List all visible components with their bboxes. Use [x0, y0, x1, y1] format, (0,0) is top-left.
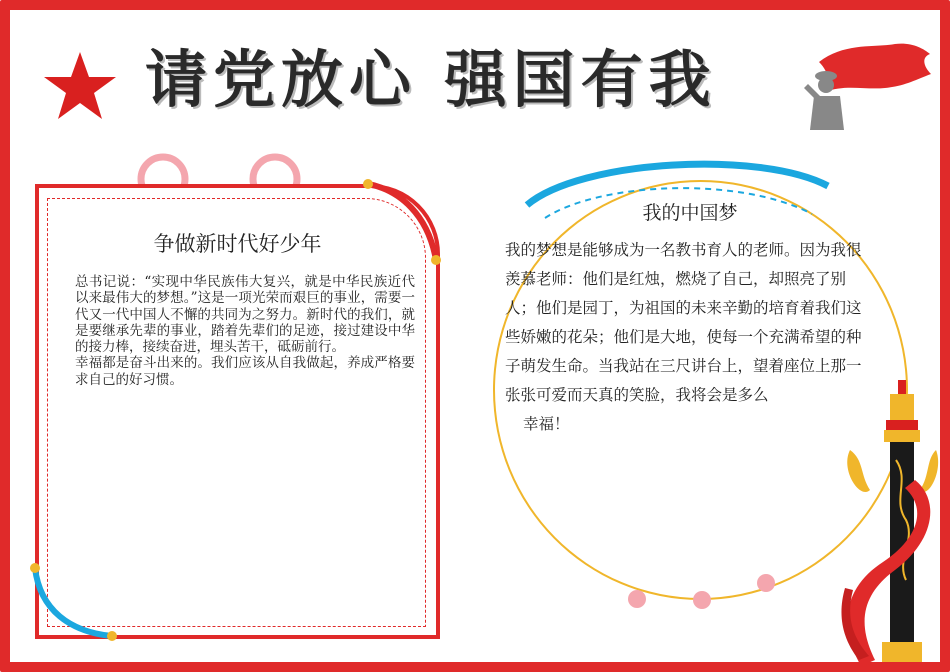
- left-panel-heading: 争做新时代好少年: [153, 232, 322, 256]
- right-paragraph-1: 我的梦想是能够成为一名教书育人的老师。因为我很羡慕老师：他们是红烛，燃烧了自己，却照亮了别人；他们是园丁，为祖国的未来辛勤的培育着我们这些娇嫩的花朵；他们是大地，使每一个充满希望的种子萌发生命。当我站在三尺讲台上，望着座位上那一张张可爱而天真的笑脸，我将会是多么: [505, 241, 862, 404]
- right-paragraph-2: 幸福！: [523, 415, 570, 433]
- page-title: 请党放心 强国有我: [145, 43, 717, 116]
- right-panel-body: [505, 236, 865, 439]
- left-paragraph-1: 总书记说：“实现中华民族伟大复兴，就是中华民族近代以来最伟大的梦想。”这是一项光荣而艰巨的事业，需要一代又一代中国人不懈的共同为之努力。新时代的我们，就是要继承先辈的事业，踏着先辈们的足迹，接过建设中华的接力棒，接续奋进，埋头苦干，砥砺前行。: [75, 274, 415, 356]
- right-panel-heading: 我的中国梦: [642, 202, 738, 224]
- red-ribbon-icon: [835, 480, 945, 670]
- left-paragraph-2: 幸福都是奋斗出来的。我们应该从自我做起，养成严格要求自己的好习惯。: [75, 355, 415, 388]
